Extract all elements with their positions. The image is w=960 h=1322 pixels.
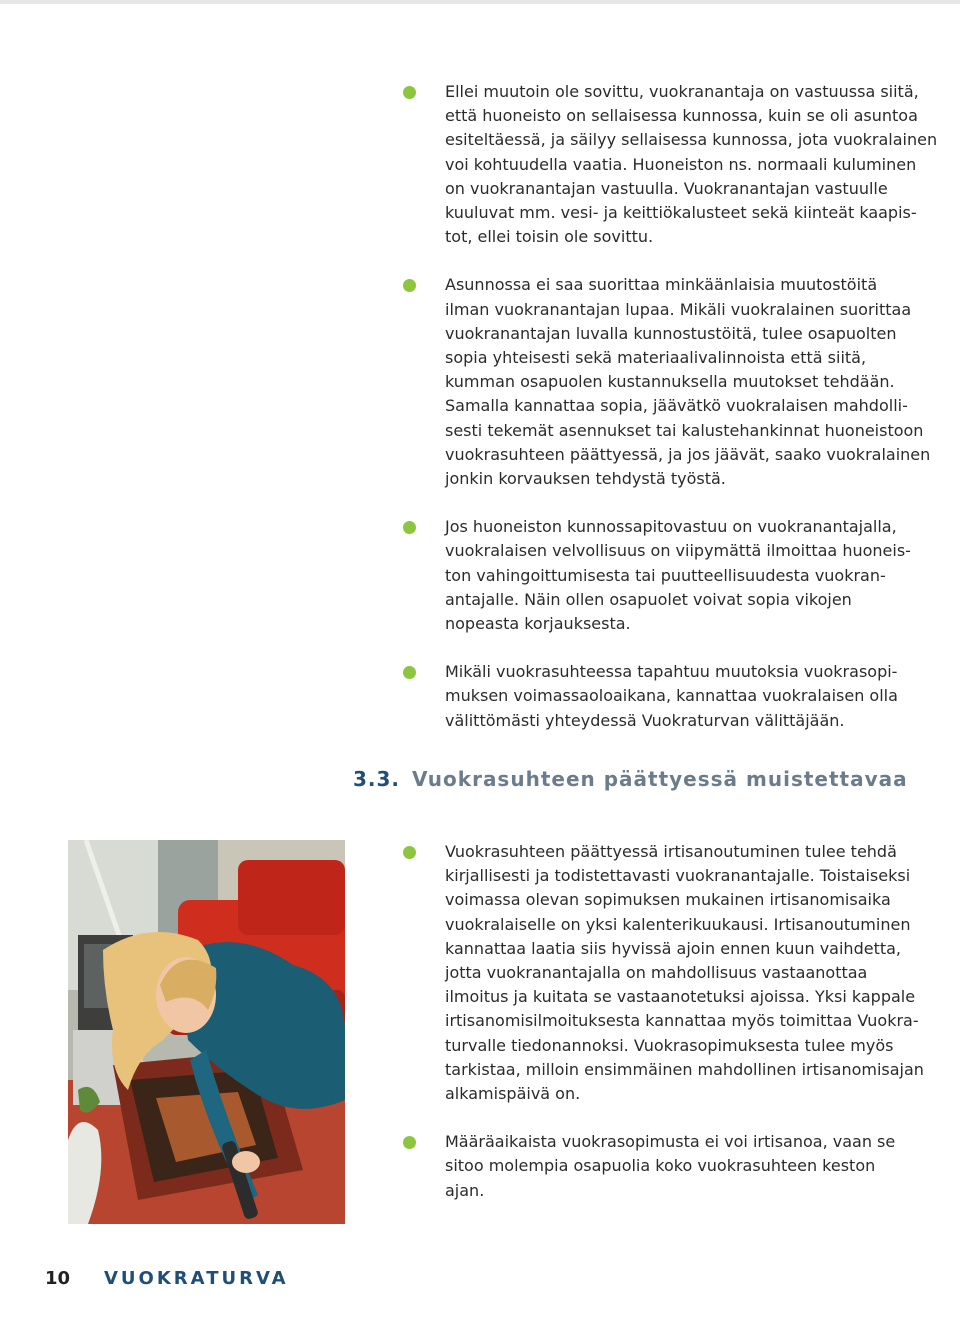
text-line: tarkistaa, milloin ensimmäinen mahdollinen irtisanomisajan [445,1059,924,1079]
bullet-dot-icon [403,521,416,534]
text-line: alkamispäivä on. [445,1084,581,1104]
text-line: nopeasta korjauksesta. [445,614,631,634]
text-line: kannattaa laatia siis hyvissä ajoin ennen kuun vaihdetta, [445,938,901,958]
text-line: muksen voimassaoloaikana, kannattaa vuokralaisen olla [445,686,898,706]
text-line: jonkin korvauksen tehdystä työstä. [445,469,726,489]
text-line: Ellei muutoin ole sovittu, vuokranantaja on vastuussa siitä, [445,82,919,101]
text-line: tot, ellei toisin ole sovittu. [445,227,654,247]
paragraph-landlord-responsibility [445,80,938,249]
text-line: sopia yhteisesti sekä materiaalivalinnoista että siitä, [445,348,867,368]
photo-woman-vacuuming-icon [68,840,345,1224]
text-line: kuuluvat mm. vesi- ja keittiökalusteet sekä kiinteät kaapis- [445,203,917,223]
bullet-dot-icon [403,666,416,679]
text-line: Vuokrasuhteen päättyessä irtisanoutuminen tulee tehdä [445,842,897,861]
top-border [0,0,960,4]
text-line: Mikäli vuokrasuhteessa tapahtuu muutoksia vuokrasopi- [445,662,898,682]
text-line: ilman vuokranantajan lupaa. Mikäli vuokralainen suorittaa [445,299,912,319]
list-item [400,840,924,1106]
bullet-dot-icon [403,1136,416,1149]
text-line: voi kohtuudella vaatia. Huoneiston ns. normaali kuluminen [445,154,917,174]
text-line: antajalle. Näin ollen osapuolet voivat sopia vikojen [445,589,852,609]
text-line: välittömästi yhteydessä Vuokraturvan välittäjään. [445,710,845,730]
paragraph-fixed-term-contract [445,1130,900,1203]
text-line: ton vahingoittumisesta tai puutteellisuudesta vuokran- [445,565,886,585]
text-line: Jos huoneiston kunnossapitovastuu on vuokranantajalla, [445,517,897,537]
text-line: kirjallisesti ja todistettavasti vuokranantajalle. Toistaiseksi [445,866,911,886]
text-line: jotta vuokranantajalla on mahdollisuus vastaanottaa [445,963,868,983]
list-item [400,273,931,491]
text-line: kumman osapuolen kustannuksella muutokset tehdään. [445,372,895,392]
text-line: sesti tekemät asennukset tai kalustehankinnat huoneistoon [445,420,924,440]
text-line: vuokrasuhteen päättyessä, ja jos jäävät, saako vuokralainen [445,444,931,464]
brand-name: VUOKRATURVA [104,1268,289,1289]
list-item [400,80,938,249]
text-line: on vuokranantajan vastuulla. Vuokranantajan vastuulle [445,178,888,198]
text-line: Asunnossa ei saa suorittaa minkäänlaisia muutostöitä [445,275,878,295]
section-title: Vuokrasuhteen päättyessä muistettavaa [412,767,908,791]
text-line: Samalla kannattaa sopia, jäävätkö vuokralaisen mahdolli- [445,396,908,416]
text-line: että huoneisto on sellaisessa kunnossa, kuin se oli asuntoa [445,106,918,126]
text-line: vuokralaiselle on yksi kalenterikuukausi. Irtisanoutuminen [445,914,911,934]
text-line: Määräaikaista vuokrasopimusta ei voi irtisanoa, vaan se [445,1132,896,1152]
list-item [400,1130,900,1203]
photo-woman-vacuuming [68,840,345,1224]
bullet-dot-icon [403,846,416,859]
text-line: irtisanomisilmoituksesta kannattaa myös toimittaa Vuokra- [445,1011,919,1031]
text-line: vuokralaisen velvollisuus on viipymättä ilmoittaa huoneis- [445,541,911,561]
page-number: 10 [45,1268,71,1289]
text-line: vuokranantajan luvalla kunnostustöitä, tulee osapuolten [445,323,897,343]
paragraph-maintenance-duty [445,515,911,636]
text-line: voimassa olevan sopimuksen mukainen irtisanomisaika [445,890,891,910]
section-heading [353,767,908,791]
text-line: turvalle tiedonannoksi. Vuokrasopimuksesta tulee myös [445,1035,894,1055]
bullet-list-bottom [400,840,924,1203]
text-line: ilmoitus ja kuitata se vastaanotetuksi ajoissa. Yksi kappale [445,987,916,1007]
paragraph-renovation-permission [445,273,931,491]
text-line: sitoo molempia osapuolia koko vuokrasuhteen keston [445,1156,876,1176]
paragraph-termination-notice [445,840,924,1106]
bullet-list-top [400,80,938,733]
text-line: esiteltäessä, ja säilyy sellaisessa kunnossa, jota vuokralainen [445,130,938,150]
bullet-dot-icon [403,86,416,99]
list-item [400,660,900,733]
paragraph-contact-agent [445,660,900,733]
bullet-dot-icon [403,279,416,292]
list-item [400,515,911,636]
section-number: 3.3. [353,767,401,791]
text-line: ajan. [445,1180,485,1200]
